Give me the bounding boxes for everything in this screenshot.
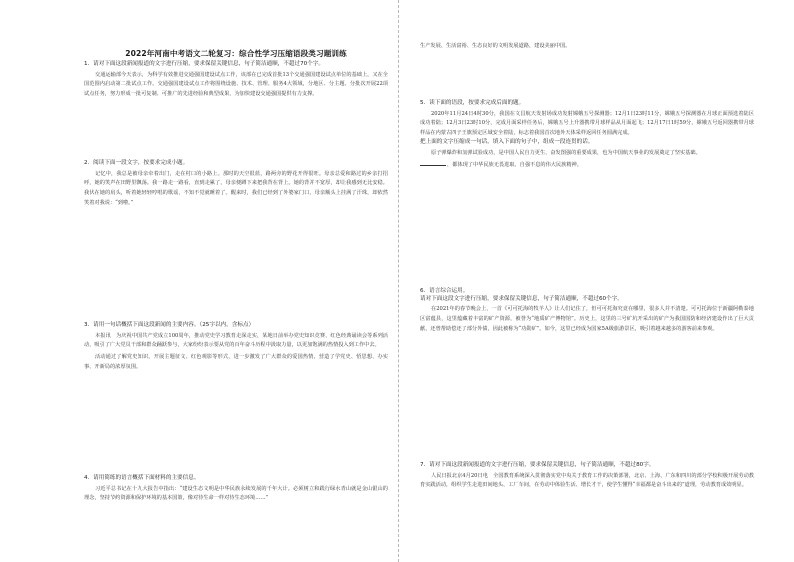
question-5-fill-text: ，都体现了中华民族无畏进取、自强不息的伟大民族精神。 [447, 162, 582, 169]
question-5 [420, 100, 754, 171]
question-5-text: 2020年11月24日4时30分，我国在文昌航天发射场成功发射嫦娥五号探测器；12月1日23时11分，嫦娥五号探测器在月球正面预选着陆区成功着陆；12月3日23时10分，完成月面采样任务后，嫦娥五号上升器携带月球样品从月面起飞；12月17日1时59分，嫦娥五号返回器携带月球样品在内蒙古四子王旗预定区域安全着陆，标志着我国首次地外天体采样返回任务圆满完成。 [420, 110, 754, 137]
question-5-instruction: 把上面的文字压缩成一句话，填入下面的句子中，组成一段连贯的话。 [420, 138, 594, 145]
question-4-prompt: 4．请用简练的语言概括下面材料的主要信息。 [84, 475, 200, 481]
question-1 [84, 61, 388, 100]
document-title: 2022年河南中考语文二轮复习：综合性学习压缩语段类习题训练 [125, 49, 347, 58]
question-4 [84, 475, 388, 504]
question-3-text-2: 活动通过了解党史知识，开展主题征文、红色观影等形式，进一步激发了广大群众的爱国热情，营造了学党史、悟思想、办实事、开新局的浓厚氛围。 [84, 354, 388, 370]
question-6-prompt: 6．语言综合运用。 [420, 288, 469, 294]
question-1-prompt: 1．请对下面这段新闻报道的文字进行压缩，要求保留关键信息，句子简洁通顺，不超过70个字。 [84, 61, 325, 67]
question-4-text-continued: 生产发展、生活富裕、生态良好的文明发展道路，建设美丽中国。 [420, 43, 571, 49]
question-2 [84, 160, 388, 209]
left-column [84, 0, 388, 562]
column-divider [398, 0, 399, 562]
question-4-text: 习近平总书记在十九大报告中指出：“建设生态文明是中华民族永续发展的千年大计。必须树立和践行绿水青山就是金山银山的理念，坚持节约资源和保护环境的基本国策，像对待生命一样对待生态环境……” [84, 485, 388, 502]
question-5-quote: 原子弹爆炸和氢弹试验成功，是中国人民自力更生、奋发图强的重要成果，也为中国航天事业的发展奠定了坚实基础。 [431, 149, 701, 156]
question-3-text-1: 本报讯 为庆祝中国共产党成立100周年，推动党史学习教育走深走实，某地日前举办党史知识竞赛、红色经典诵读会等系列活动，吸引了广大党员干部和群众踊跃参与，大家纷纷表示要从党的百年奋斗历程中汲取力量，以更加饱满的热情投入到工作中去。 [84, 332, 388, 349]
question-2-prompt: 2．阅读下面一段文字，按要求完成小题。 [84, 160, 189, 166]
answer-blank[interactable] [420, 160, 446, 166]
question-6-text: 在2021年的春节晚会上，一首《可可托海的牧羊人》让人们记住了，但可可托海究竟在哪里，很多人并不清楚。可可托海位于新疆阿勒泰地区富蕴县，这里蕴藏着丰富的矿产资源，被誉为“地质矿产博物馆”。历史上，这里的三号矿坑开采出的矿产为我国国防和经济建设作出了巨大贡献，还曾帮助偿还了部分外债，因此被称为“功勋矿”。如今，这里已经成为国家5A级旅游景区，吸引着越来越多的游客前来参观。 [420, 306, 754, 332]
question-3 [84, 322, 388, 373]
question-5-prompt: 5．读下面的语段，按要求完成后面的题。 [420, 100, 525, 106]
question-7 [420, 462, 754, 491]
question-2-text: 记忆中，我总是被母亲牵着出门，走在村口的小路上。那时的天空很蓝，路两旁的野花开得很旺。母亲总爱和路过的乡亲打招呼，她的笑声在田野里飘荡。我一路走一路看，直到走累了，母亲便蹲下来把我背在背上。她的背并不宽厚，却让我感到无比安稳。我伏在她的肩头，听着她轻轻哼唱的歌谣，不知不觉就睡着了。醒来时，我们已经到了外婆家门口，母亲额头上挂满了汗珠，却依然笑着对我说：“到啦。” [84, 170, 388, 206]
question-3-prompt: 3．请用一句话概括下面这段新闻的主要内容。（25字以内，含标点） [84, 322, 255, 328]
question-7-prompt: 7．请对下面这段新闻报道的文字进行压缩，要求保留关键信息，句子简洁通顺，不超过80字。 [420, 462, 655, 468]
question-1-text: 交通运输部今天表示，为科学有效推进交通强国建设试点工作，该部在已完成首批13个交通强国建设试点单位的基础上，又在全国范围内启动第二批试点工作。交通强国建设试点工作将围绕设施、技术、管理、服务4大领域，分地区、分主题、分批次开展22项试点任务，努力形成一批可复制、可推广的先进经验和典型成果，为加快建设交通强国提供有力支撑。 [84, 71, 388, 98]
question-5-fill-line [420, 160, 754, 171]
right-column [420, 0, 754, 562]
question-6 [420, 288, 754, 335]
question-6-instruction: 请对下面这段文字进行压缩，要求保留关键信息，句子简洁通顺，不超过60个字。 [420, 295, 623, 302]
question-4-continued [420, 40, 754, 52]
question-7-text: 人民日报北京4月20日电 全国教育系统深入贯彻落实党中央关于教育工作的决策部署，北京、上海、广东和四川的部分学校积极开展劳动教育实践活动，组织学生走进田间地头、工厂车间，在劳动中体验生活、增长才干，使学生懂得“幸福都是奋斗出来的”道理，劳动教育成效明显。 [420, 472, 754, 489]
